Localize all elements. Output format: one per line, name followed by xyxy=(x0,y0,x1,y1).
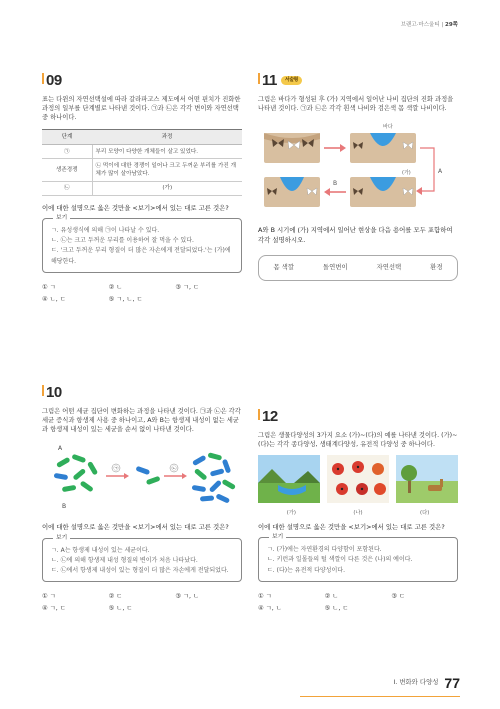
caption: (다) xyxy=(420,510,430,517)
land-panel-2 xyxy=(350,133,416,163)
choice-2[interactable]: ② ㄴ xyxy=(324,592,339,600)
table-header-stage: 단계 xyxy=(42,130,92,145)
question-prompt: 이에 대한 설명으로 옳은 것만을 <보기>에서 있는 대로 고른 것은? xyxy=(258,522,445,531)
bacteria-group-1 xyxy=(54,454,99,493)
arrow-icon xyxy=(324,188,346,196)
question-12 xyxy=(258,406,458,613)
table-cell: (가) xyxy=(92,181,242,195)
image-captions xyxy=(258,510,458,518)
bogi-title: 보기 xyxy=(269,533,286,541)
caption: (나) xyxy=(353,510,363,517)
bogi-item: ㄷ. '크고 두꺼운 부리 형질이 더 많은 자손에게 전달되었다.'는 (가)에 해당한다. xyxy=(51,247,231,265)
choice-2[interactable]: ② ㄴ xyxy=(108,283,123,291)
question-11 xyxy=(258,70,458,281)
arrow-icon xyxy=(324,144,346,152)
label-b: B xyxy=(333,180,338,187)
ecosystem-image xyxy=(258,455,320,503)
question-body: 그림은 생물다양성의 3가지 요소 (가)~(다)의 예를 나타낸 것이다. (가)~(다)는 각각 종다양성, 생태계다양성, 유전적 다양성 중 하나이다. xyxy=(258,431,458,448)
question-prompt: 이에 대한 설명으로 옳은 것만을 <보기>에서 있는 대로 고른 것은? xyxy=(42,523,229,532)
essay-badge: 서술형 xyxy=(281,76,302,85)
process-table xyxy=(42,129,242,196)
question-number: 10 xyxy=(42,382,242,404)
choice-1[interactable]: ① ㄱ xyxy=(42,283,56,291)
page-number: 77 xyxy=(444,674,460,691)
bogi-item: ㄴ. ㉡는 크고 두꺼운 부리를 이용하여 잘 먹을 수 있다. xyxy=(51,237,194,245)
question-body: 그림은 바다가 형성된 후 (가) 지역에서 일어난 나비 집단의 진화 과정을 나타낸 것이다. ㉠과 ㉡은 각각 흰색 나비와 검은색 몸 색깔 나비이다. xyxy=(258,95,454,112)
answer-choices xyxy=(42,283,242,304)
bogi-item: ㄷ. (다)는 유전적 다양성이다. xyxy=(267,566,345,574)
bogi-title: 보기 xyxy=(53,534,70,542)
label-sea: 바다 xyxy=(383,124,393,130)
arrow-icon xyxy=(106,473,129,479)
footer-section: I. 변화와 다양성 xyxy=(393,678,439,687)
bogi-item: ㄷ. ㉡에서 항생제 내성이 있는 형질이 더 많은 자손에게 전달되었다. xyxy=(51,567,229,575)
choice-3[interactable]: ③ ㄱ, ㄴ xyxy=(175,593,200,601)
keyword: 몸 색깔 xyxy=(273,263,295,272)
bogi-item: ㄱ. A는 항생제 내성이 있는 세균이다. xyxy=(51,546,150,554)
table-cell: ㉡ xyxy=(42,181,92,195)
land-panel-4 xyxy=(264,177,320,207)
answer-choices xyxy=(42,592,242,613)
bogi-box xyxy=(42,534,242,583)
bacteria-group-2 xyxy=(135,466,160,485)
question-body: 그림은 어떤 세균 집단이 변화하는 과정을 나타낸 것이다. ㉠과 ㉡은 각각 세균 증식과 항생제 사용 중 하나이고, A와 B는 항생제 내성이 없는 세균과 항생제 내성이 있는 세균을 순서 없이 나타낸 것이다. xyxy=(42,407,241,433)
choice-5[interactable]: ⑤ ㄴ, ㄷ xyxy=(324,604,349,612)
page-footer xyxy=(393,673,460,693)
question-number: 12 xyxy=(258,406,458,428)
label-step-2: ㉡ xyxy=(171,466,177,473)
header-page-ref: 29쪽 xyxy=(445,22,458,28)
choice-3[interactable]: ③ ㄱ, ㄷ xyxy=(175,283,200,291)
choice-1[interactable]: ① ㄱ xyxy=(42,593,56,601)
arrow-icon xyxy=(164,473,187,479)
table-row xyxy=(42,181,242,195)
bogi-item: ㄱ. (가)에는 자연환경의 다양함이 포함된다. xyxy=(267,546,382,554)
choice-4[interactable]: ④ ㄱ, ㄴ xyxy=(258,604,282,612)
bogi-title: 보기 xyxy=(53,214,70,222)
choice-5[interactable]: ⑤ ㄱ, ㄴ, ㄷ xyxy=(108,295,143,303)
label-a: A xyxy=(58,445,63,453)
choice-3[interactable]: ③ ㄷ xyxy=(391,592,406,600)
question-09 xyxy=(42,70,242,304)
question-prompt: A와 B 시기에 (가) 지역에서 일어난 현상을 다음 용어를 모두 포함하여 각각 설명하시오. xyxy=(258,226,453,244)
label-b: B xyxy=(62,503,67,511)
keyword-box xyxy=(258,255,458,281)
footer-divider xyxy=(300,696,460,697)
choice-4[interactable]: ④ ㄱ, ㄷ xyxy=(42,605,66,613)
label-ga: (가) xyxy=(402,170,411,176)
question-body: 표는 다윈의 자연선택설에 따라 갈라파고스 제도에서 어떤 핀치가 진화한 과정의 일부를 단계별로 나타낸 것이다. ㉠과 ㉡은 각각 변이와 자연선택 중 하나이다. xyxy=(42,95,241,121)
page-header-tag: 브랜고·마스울티 | 29쪽 xyxy=(400,22,458,28)
table-cell: 생존경쟁 xyxy=(42,159,92,181)
choice-5[interactable]: ⑤ ㄴ, ㄷ xyxy=(108,605,133,613)
table-cell: 부리 모양이 다양한 개체들이 살고 있었다. xyxy=(92,145,242,159)
table-row xyxy=(42,159,242,181)
species-image xyxy=(396,455,458,503)
land-panel-3 xyxy=(350,177,416,207)
header-book-title: 브랜고·마스울티 xyxy=(400,22,440,28)
table-cell: ㉡ 먹이에 대한 경쟁이 일어나 크고 두꺼운 부리를 가진 개체가 많이 살아남았다. xyxy=(92,159,242,181)
bacteria-diagram xyxy=(42,440,242,512)
bogi-box xyxy=(258,534,458,582)
caption: (가) xyxy=(286,510,296,517)
choice-4[interactable]: ④ ㄴ, ㄷ xyxy=(42,295,66,303)
bacteria-group-3 xyxy=(192,452,236,503)
table-cell: ㉠ xyxy=(42,145,92,159)
bogi-item: ㄴ. ㉡에 의해 항생제 내성 형질의 변이가 처음 나타났다. xyxy=(51,556,198,564)
choice-2[interactable]: ② ㄷ xyxy=(108,593,123,601)
bogi-item: ㄴ. 키런과 일몰들의 털 색깔이 다른 것은 (나)의 예이다. xyxy=(267,556,413,564)
butterfly-evolution-diagram xyxy=(258,119,458,219)
question-number: 09 xyxy=(42,70,242,92)
arrow-icon xyxy=(416,148,434,195)
keyword: 환경 xyxy=(430,263,443,272)
keyword: 돌연변이 xyxy=(322,263,348,272)
answer-choices xyxy=(258,592,458,613)
label-a: A xyxy=(438,168,443,175)
table-row xyxy=(42,145,242,159)
question-prompt: 이에 대한 설명으로 옳은 것만을 <보기>에서 있는 대로 고른 것은? xyxy=(42,203,229,212)
question-number-text: 11 xyxy=(262,72,277,89)
question-number xyxy=(258,70,458,92)
ladybug-image xyxy=(327,455,389,503)
question-10 xyxy=(42,382,242,614)
bogi-box xyxy=(42,214,242,273)
biodiversity-images xyxy=(258,455,458,505)
keyword: 자연선택 xyxy=(376,263,402,272)
bogi-item: ㄱ. 유성생식에 의해 ㉠이 나타날 수 있다. xyxy=(51,226,160,234)
land-panel-1 xyxy=(264,133,320,163)
label-step-1: ㉠ xyxy=(113,466,119,473)
table-header-process: 과정 xyxy=(92,130,242,145)
choice-1[interactable]: ① ㄱ xyxy=(258,592,272,600)
